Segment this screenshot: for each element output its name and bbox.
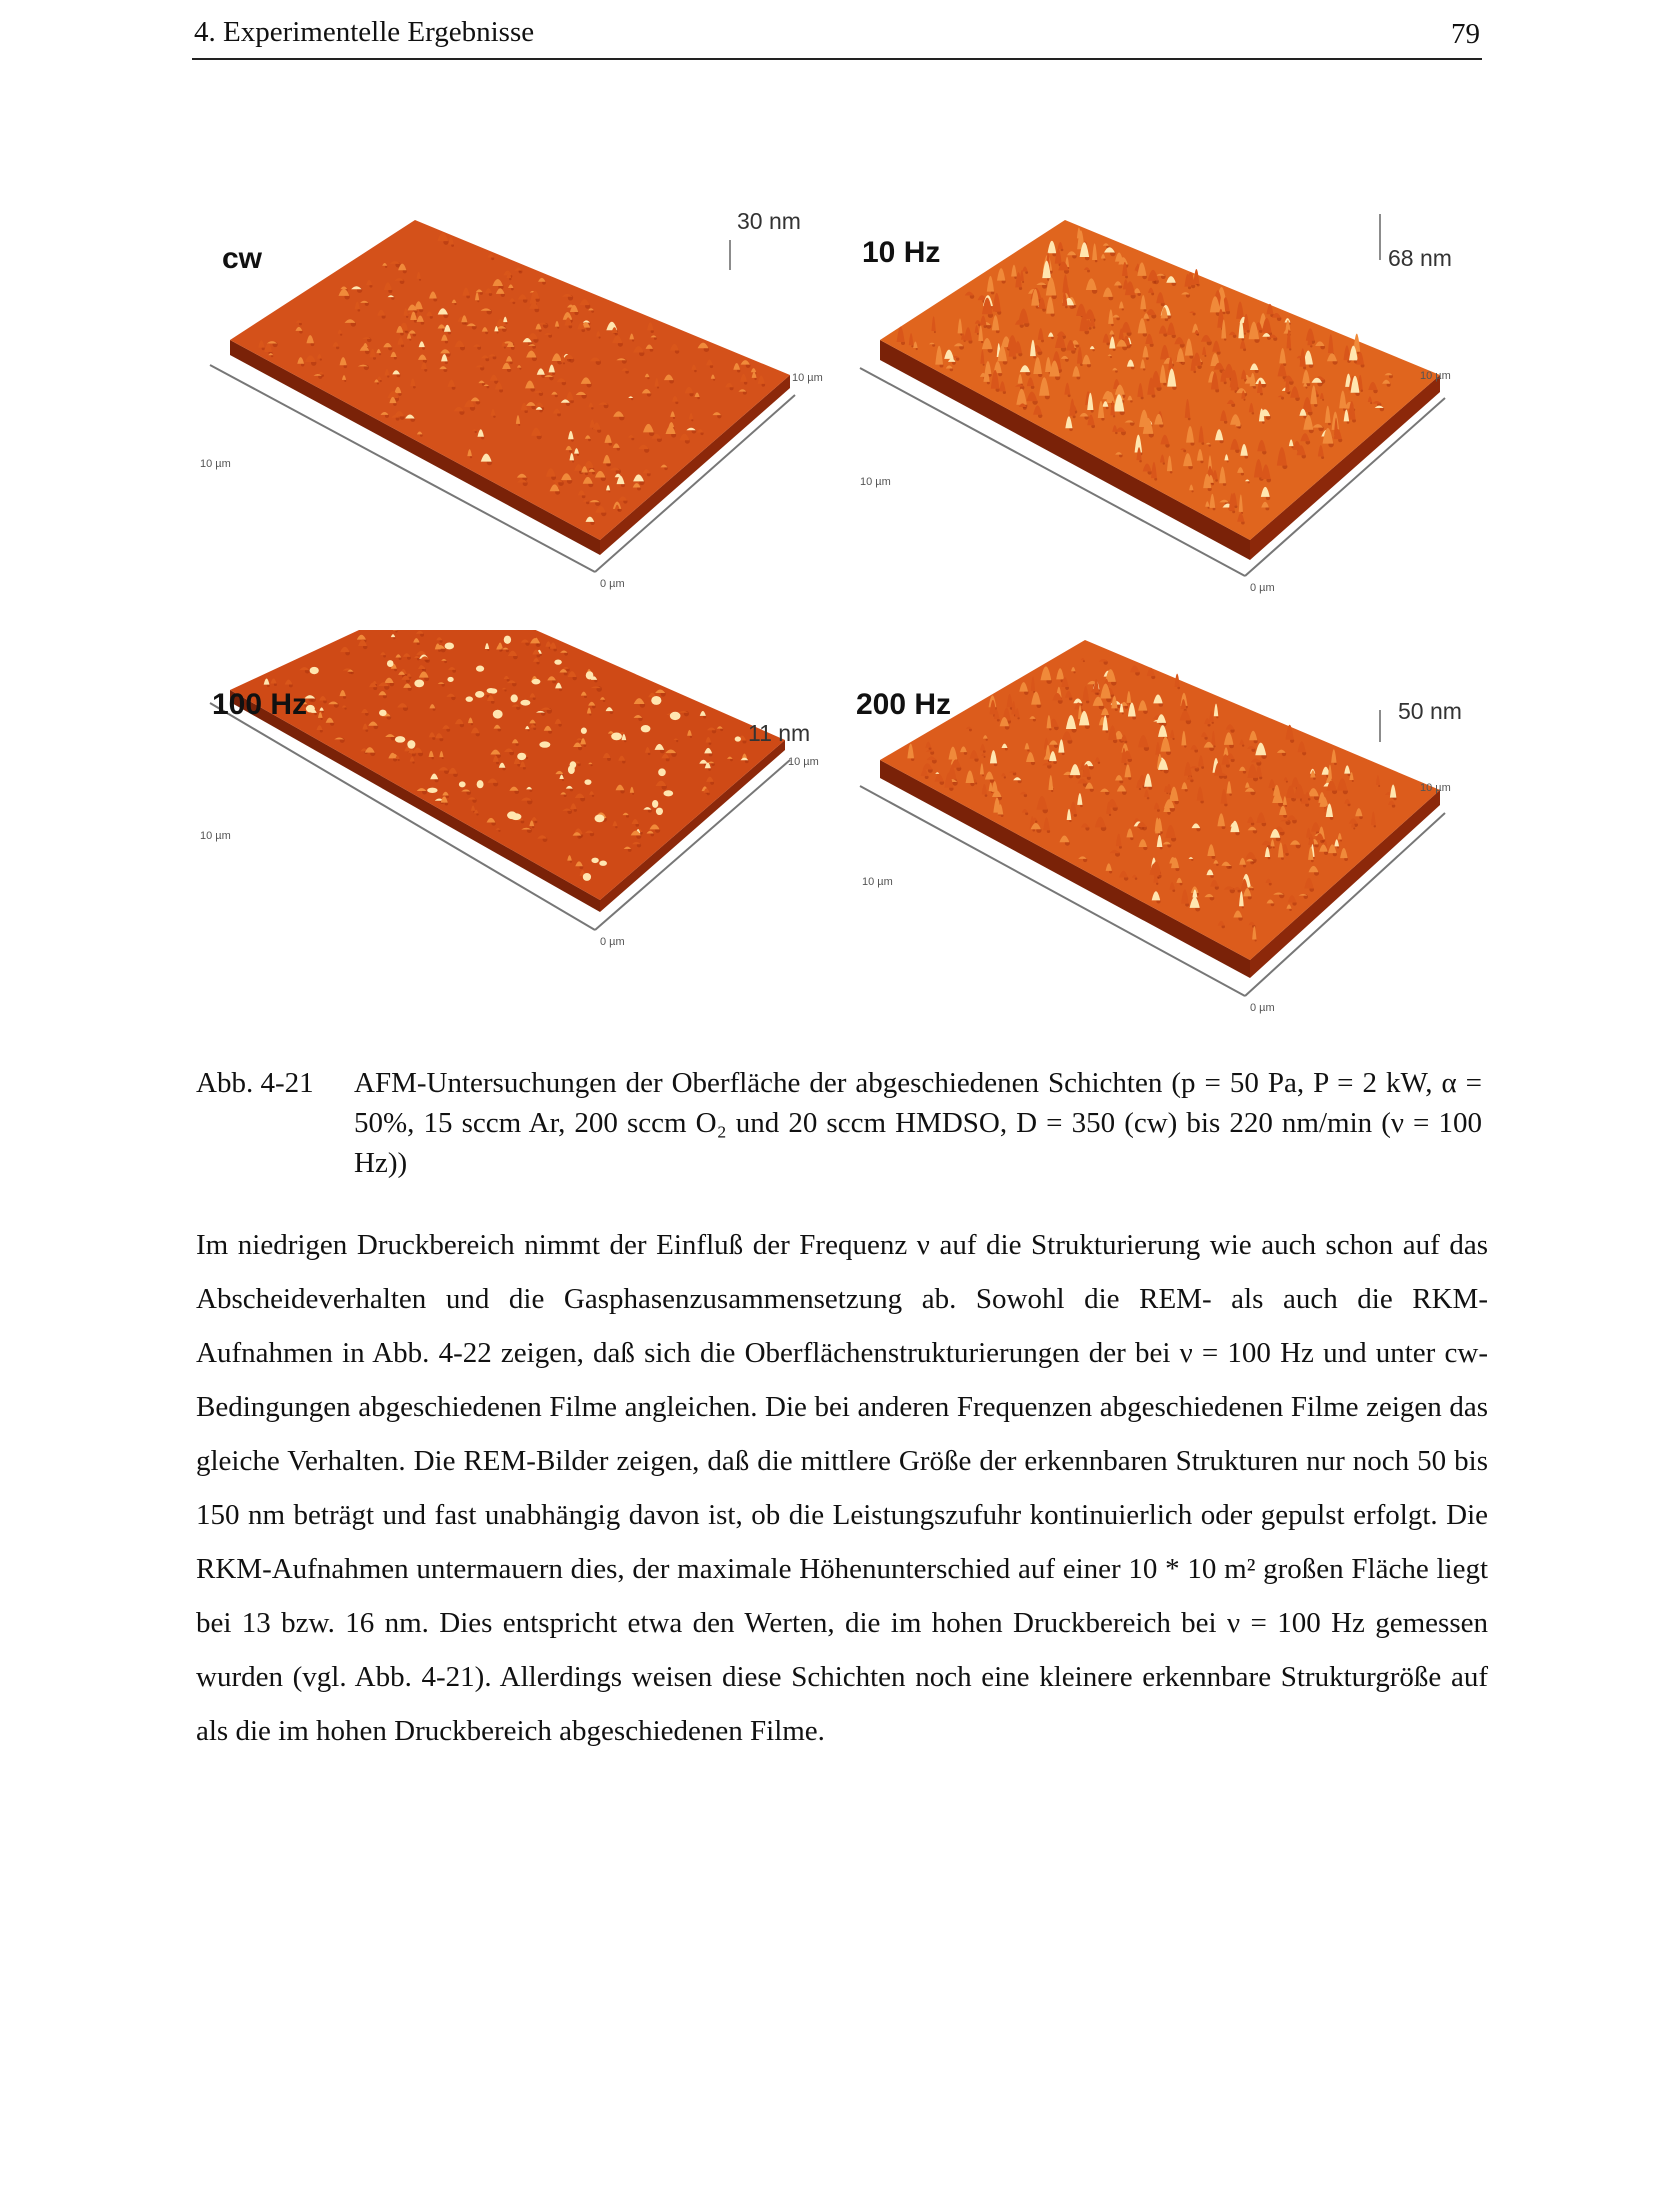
surface-shadow: [1238, 426, 1241, 429]
surface-particle: [520, 700, 530, 706]
surface-shadow: [1191, 490, 1193, 492]
surface-shadow: [504, 346, 506, 348]
surface-shadow: [1170, 471, 1173, 474]
surface-shadow: [377, 382, 379, 384]
surface-shadow: [1147, 797, 1150, 800]
surface-shadow: [320, 718, 322, 720]
surface-shadow: [420, 434, 423, 437]
surface-particle: [539, 741, 550, 747]
surface-shadow: [647, 377, 649, 379]
surface-shadow: [599, 336, 601, 338]
surface-particle: [387, 660, 394, 667]
page-number: 79: [1451, 18, 1480, 50]
surface-shadow: [1216, 863, 1219, 866]
surface-shadow: [589, 713, 591, 715]
surface-shadow: [497, 331, 499, 333]
surface-shadow: [1093, 326, 1096, 329]
surface-shadow: [504, 689, 506, 691]
surface-particle: [379, 710, 387, 716]
surface-particle: [407, 740, 415, 749]
surface-particle: [310, 667, 319, 674]
surface-shadow: [1035, 820, 1037, 822]
surface-shadow: [1213, 507, 1216, 510]
surface-particle: [651, 696, 661, 705]
surface-shadow: [1061, 248, 1064, 251]
surface-particle: [656, 808, 663, 815]
surface-shadow: [983, 364, 985, 366]
surface-shadow: [1313, 777, 1316, 780]
surface-shadow: [493, 415, 495, 417]
surface-shadow: [398, 759, 400, 761]
surface-shadow: [1353, 828, 1355, 830]
surface-shadow: [1183, 449, 1186, 452]
surface-shadow: [379, 353, 381, 355]
surface-shadow: [592, 795, 594, 797]
afm-surface-image: [190, 200, 840, 630]
surface-shadow: [1255, 939, 1257, 941]
surface-shadow: [562, 779, 564, 781]
surface-shadow: [1027, 749, 1029, 751]
z-range-label: 30 nm: [737, 208, 801, 234]
surface-shadow: [387, 375, 389, 377]
surface-shadow: [344, 707, 346, 709]
surface-shadow: [1268, 857, 1271, 860]
surface-shadow: [690, 736, 692, 738]
surface-shadow: [1025, 271, 1028, 274]
surface-shadow: [385, 266, 387, 268]
surface-shadow: [527, 729, 529, 731]
panel-label: 10 Hz: [862, 236, 941, 269]
surface-shadow: [417, 658, 420, 661]
surface-shadow: [533, 727, 536, 730]
surface-shadow: [1106, 730, 1109, 733]
surface-shadow: [1073, 671, 1075, 673]
surface-shadow: [1340, 839, 1342, 841]
surface-shadow: [509, 278, 511, 280]
surface-shadow: [512, 301, 515, 304]
surface-shadow: [383, 655, 386, 658]
surface-particle: [735, 736, 741, 741]
surface-shadow: [1273, 846, 1275, 848]
surface-shadow: [532, 826, 534, 828]
surface-shadow: [1248, 481, 1250, 483]
surface-shadow: [1125, 276, 1128, 279]
surface-shadow: [1286, 781, 1288, 783]
surface-shadow: [934, 331, 936, 333]
surface-shadow: [1360, 389, 1363, 392]
caption-label: Abb. 4-21: [196, 1067, 314, 1099]
z-range-label: 68 nm: [1388, 245, 1452, 271]
surface-shadow: [615, 826, 617, 828]
surface-shadow: [393, 637, 395, 639]
surface-particle: [658, 768, 666, 776]
surface-shadow: [1370, 402, 1372, 404]
surface-particle: [532, 679, 541, 685]
surface-shadow: [632, 339, 634, 341]
surface-shadow: [1244, 333, 1246, 335]
surface-particle: [490, 688, 498, 693]
surface-particle: [584, 779, 591, 785]
surface-peak: [1174, 674, 1179, 687]
surface-shadow: [476, 813, 478, 815]
surface-shadow: [1378, 785, 1380, 787]
page-header: [192, 10, 1482, 60]
surface-shadow: [608, 490, 610, 492]
axis-x-label: 10 µm: [1420, 370, 1451, 382]
surface-shadow: [1130, 400, 1133, 403]
surface-particle: [504, 636, 511, 644]
surface-shadow: [431, 757, 434, 760]
caption-text: AFM-Untersuchungen der Oberfläche der abgeschiedenen Schichten (p = 50 Pa, P = 2 kW, α = 50%, 15 sccm Ar, 200 sccm O₂ und 20 sccm HMDSO, D = 350 (cw) bis 220 nm/min (ν = 100 Hz)): [354, 1067, 1482, 1179]
panel-label: 100 Hz: [212, 688, 308, 721]
surface-shadow: [657, 386, 659, 388]
surface-shadow: [487, 386, 490, 389]
surface-shadow: [477, 300, 479, 302]
surface-particle: [475, 691, 484, 698]
surface-shadow: [442, 757, 444, 759]
surface-shadow: [519, 368, 521, 370]
surface-particle: [493, 710, 503, 719]
surface-particle: [583, 873, 591, 881]
surface-shadow: [1212, 722, 1214, 724]
surface-shadow: [1110, 356, 1112, 358]
surface-shadow: [673, 417, 675, 419]
afm-panel-cw: [190, 200, 840, 630]
surface-shadow: [1204, 355, 1206, 357]
surface-shadow: [1227, 460, 1229, 462]
body-paragraph: Im niedrigen Druckbereich nimmt der Einfluß der Frequenz ν auf die Strukturierung wie auch schon auf das Abscheideverhalten und die Gasphasenzusammensetzung ab. Sowohl die REM- als auch die RKM-Aufnahmen in Abb. 4-22 zeigen, daß sich die Oberflächenstrukturierungen der bei ν = 100 Hz und unter cw-Bedingungen abgeschiedenen Filme angleichen. Die bei anderen Frequenzen abgeschiedenen Filme zeigen das gleiche Verhalten. Die REM-Bilder zeigen, daß die mittlere Größe der erkennbaren Strukturen nur noch 50 bis 150 nm beträgt und fast unabhängig davon ist, ob die Leistungszufuhr kontinuierlich oder gepulst erfolgt. Die RKM-Aufnahmen untermauern dies, der maximale Höhenunterschied auf einer 10 * 10 m² großen Fläche liegt bei 13 bzw. 16 nm. Dies entspricht etwa den Werten, die im hohen Druckbereich bei ν = 100 Hz gemessen wurden (vgl. Abb. 4-21). Allerdings weisen diese Schichten noch eine kleinere erkennbare Strukturgröße auf als die im hohen Druckbereich abgeschiedenen Filme.: [196, 1229, 1488, 1747]
surface-particle: [595, 814, 605, 822]
surface-shadow: [557, 327, 559, 329]
surface-particle: [466, 696, 473, 701]
surface-shadow: [518, 424, 520, 426]
surface-shadow: [1347, 421, 1350, 424]
surface-shadow: [1004, 776, 1006, 778]
surface-particle: [395, 736, 405, 742]
surface-shadow: [1109, 814, 1111, 816]
surface-shadow: [322, 711, 324, 713]
surface-shadow: [691, 419, 693, 421]
surface-shadow: [572, 460, 574, 462]
surface-shadow: [498, 830, 500, 832]
surface-shadow: [1289, 909, 1292, 912]
surface-particle: [641, 725, 651, 732]
surface-shadow: [1208, 507, 1210, 509]
surface-shadow: [1322, 399, 1324, 401]
surface-particle: [459, 781, 466, 787]
surface-shadow: [1065, 306, 1068, 309]
surface-shadow: [624, 740, 626, 742]
surface-shadow: [454, 303, 456, 305]
axis-x-label: 10 µm: [1420, 782, 1451, 794]
surface-shadow: [344, 380, 346, 382]
surface-shadow: [1285, 805, 1287, 807]
surface-particle: [445, 643, 454, 650]
surface-shadow: [1201, 442, 1204, 445]
surface-shadow: [997, 719, 1000, 722]
surface-shadow: [591, 764, 593, 766]
surface-shadow: [1160, 847, 1163, 850]
surface-shadow: [444, 660, 447, 663]
panel-label: cw: [222, 242, 263, 275]
surface-shadow: [1215, 479, 1218, 482]
surface-shadow: [577, 453, 579, 455]
surface-shadow: [1113, 415, 1115, 417]
surface-shadow: [916, 348, 918, 350]
surface-shadow: [697, 397, 700, 400]
surface-shadow: [1143, 368, 1145, 370]
surface-particle: [570, 761, 577, 768]
surface-shadow: [499, 649, 502, 652]
surface-shadow: [648, 753, 651, 756]
surface-shadow: [1098, 762, 1100, 764]
surface-shadow: [1163, 462, 1165, 464]
afm-panel-100hz: [190, 630, 840, 1060]
surface-shadow: [1184, 745, 1186, 747]
axis-y-label: 10 µm: [200, 830, 231, 842]
surface-shadow: [986, 738, 988, 740]
surface-shadow: [591, 407, 593, 409]
surface-shadow: [1352, 780, 1354, 782]
surface-shadow: [1243, 399, 1245, 401]
surface-shadow: [1103, 258, 1105, 260]
surface-shadow: [1095, 260, 1098, 263]
surface-shadow: [1242, 906, 1244, 908]
surface-shadow: [1229, 793, 1232, 796]
surface-shadow: [358, 309, 361, 312]
surface-shadow: [1308, 798, 1311, 801]
surface-shadow: [1083, 660, 1085, 662]
surface-shadow: [1022, 281, 1024, 283]
surface-shadow: [571, 439, 574, 442]
surface-shadow: [470, 456, 472, 458]
surface-shadow: [1139, 460, 1142, 463]
surface-particle: [427, 788, 437, 793]
surface-shadow: [487, 649, 489, 651]
z-range-label: 50 nm: [1398, 698, 1462, 724]
surface-shadow: [409, 339, 411, 341]
surface-shadow: [603, 699, 606, 702]
surface-shadow: [1111, 324, 1114, 327]
surface-shadow: [713, 379, 715, 381]
surface-shadow: [1311, 860, 1314, 863]
surface-particle: [581, 728, 587, 734]
surface-shadow: [1049, 728, 1051, 730]
surface-shadow: [1139, 788, 1141, 790]
surface-particle: [663, 790, 673, 796]
surface-shadow: [271, 355, 273, 357]
axis-origin-label: 0 µm: [600, 936, 625, 948]
surface-shadow: [419, 279, 421, 281]
surface-shadow: [320, 358, 322, 360]
surface-particle: [477, 780, 484, 788]
surface-shadow: [676, 740, 678, 742]
surface-shadow: [1252, 412, 1255, 415]
surface-shadow: [1051, 790, 1053, 792]
surface-shadow: [1124, 763, 1127, 766]
axis-y-label: 10 µm: [860, 476, 891, 488]
chapter-title: 4. Experimentelle Ergebnisse: [194, 16, 535, 48]
surface-shadow: [365, 729, 368, 732]
surface-particle: [447, 677, 453, 682]
surface-shadow: [1288, 392, 1290, 394]
surface-shadow: [1305, 387, 1307, 389]
surface-shadow: [1216, 716, 1218, 718]
surface-shadow: [505, 322, 507, 324]
afm-panel-10hz: [840, 200, 1490, 630]
afm-panel-200hz: [840, 630, 1490, 1060]
surface-particle: [306, 705, 315, 713]
surface-shadow: [1224, 338, 1226, 340]
surface-particle: [476, 666, 484, 672]
surface-shadow: [911, 345, 913, 347]
surface-shadow: [709, 742, 712, 745]
surface-shadow: [1310, 345, 1312, 347]
surface-shadow: [1193, 370, 1196, 373]
surface-shadow: [1135, 877, 1138, 880]
surface-shadow: [983, 750, 986, 753]
surface-shadow: [1156, 883, 1158, 885]
axis-x-label: 10 µm: [788, 756, 819, 768]
surface-shadow: [395, 630, 397, 632]
axis-y-label: 10 µm: [862, 876, 893, 888]
surface-particle: [670, 712, 681, 720]
surface-shadow: [1188, 418, 1191, 421]
surface-peak: [1193, 269, 1199, 284]
surface-shadow: [1092, 349, 1094, 351]
surface-shadow: [1177, 687, 1180, 690]
surface-shadow: [982, 774, 984, 776]
surface-particle: [652, 800, 658, 808]
surface-shadow: [406, 316, 408, 318]
panel-label: 200 Hz: [856, 688, 952, 721]
surface-shadow: [1191, 859, 1193, 861]
surface-shadow: [975, 782, 977, 784]
surface-shadow: [730, 758, 733, 761]
surface-shadow: [1017, 717, 1019, 719]
surface-shadow: [563, 362, 565, 364]
surface-shadow: [1260, 393, 1263, 396]
surface-shadow: [1115, 432, 1118, 435]
surface-shadow: [1122, 712, 1124, 714]
surface-shadow: [1122, 308, 1124, 310]
surface-shadow: [1069, 820, 1071, 822]
surface-shadow: [1241, 338, 1244, 341]
surface-shadow: [631, 398, 633, 400]
surface-shadow: [1172, 738, 1174, 740]
z-range-label: 11 nm: [748, 720, 811, 746]
surface-shadow: [380, 380, 382, 382]
surface-shadow: [1032, 829, 1035, 832]
surface-shadow: [511, 288, 514, 291]
surface-shadow: [570, 860, 572, 862]
surface-shadow: [984, 756, 986, 758]
surface-particle: [511, 694, 518, 702]
axis-x-label: 10 µm: [792, 372, 823, 384]
afm-figure: [190, 200, 1490, 1050]
surface-shadow: [451, 244, 454, 247]
surface-shadow: [1080, 805, 1083, 808]
surface-shadow: [591, 310, 594, 313]
surface-shadow: [340, 334, 342, 336]
surface-shadow: [507, 679, 510, 682]
surface-shadow: [985, 794, 988, 797]
surface-shadow: [1374, 825, 1376, 827]
surface-particle: [611, 732, 622, 740]
surface-shadow: [1208, 444, 1211, 447]
surface-shadow: [1337, 846, 1339, 848]
surface-shadow: [694, 370, 697, 373]
surface-shadow: [1051, 336, 1054, 339]
surface-particle: [586, 671, 594, 679]
surface-particle: [599, 861, 607, 866]
surface-shadow: [1262, 421, 1265, 424]
surface-shadow: [754, 378, 756, 380]
surface-shadow: [1251, 888, 1254, 891]
surface-shadow: [977, 333, 979, 335]
surface-shadow: [471, 723, 473, 725]
surface-shadow: [413, 386, 416, 389]
surface-shadow: [409, 677, 411, 679]
surface-shadow: [314, 712, 317, 715]
surface-shadow: [1289, 348, 1291, 350]
surface-shadow: [1214, 745, 1216, 747]
surface-shadow: [632, 793, 634, 795]
surface-shadow: [1334, 762, 1337, 765]
surface-shadow: [412, 761, 414, 763]
surface-shadow: [1172, 889, 1175, 892]
surface-shadow: [1197, 334, 1199, 336]
axis-origin-label: 0 µm: [600, 578, 625, 590]
surface-shadow: [1115, 370, 1118, 373]
surface-particle: [591, 858, 598, 863]
surface-particle: [511, 813, 522, 820]
axis-origin-label: 0 µm: [1250, 1002, 1275, 1014]
axis-y-label: 10 µm: [200, 458, 231, 470]
surface-shadow: [1242, 744, 1244, 746]
surface-particle: [414, 680, 424, 688]
surface-shadow: [475, 431, 477, 433]
surface-shadow: [981, 341, 983, 343]
surface-shadow: [1112, 334, 1114, 336]
surface-particle: [554, 660, 561, 665]
surface-shadow: [617, 509, 619, 511]
axis-origin-label: 0 µm: [1250, 582, 1275, 594]
surface-particle: [517, 753, 526, 760]
